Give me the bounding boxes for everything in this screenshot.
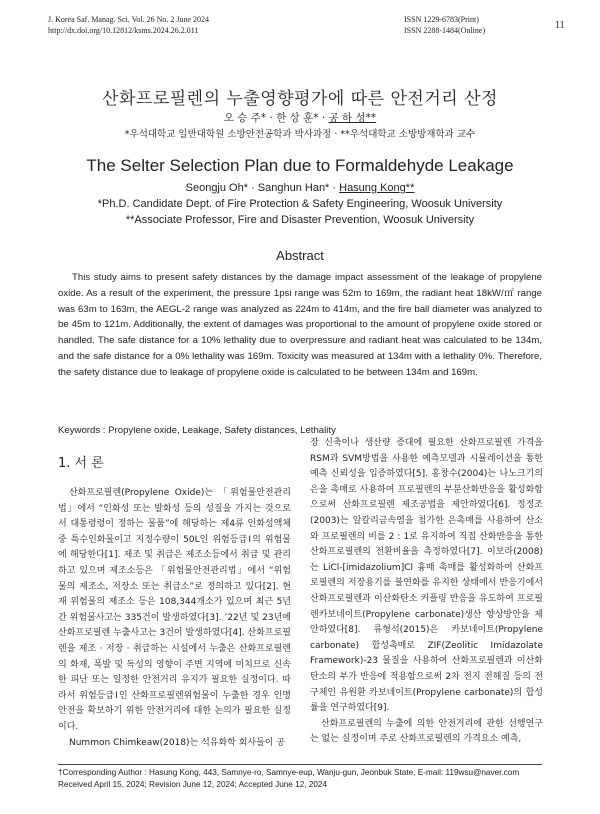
korean-authors [0, 110, 600, 125]
doi-link[interactable]: http://dx.doi.org/10.12812/ksms.2024.26.2.011 [48, 26, 199, 35]
korean-authors-leading: 오 승 주* · 한 상 훈* · [223, 112, 329, 124]
korean-corresponding-author: 공 하 성** [328, 112, 377, 124]
footnote [58, 767, 519, 791]
issn-online: ISSN 2288-1484(Online) [404, 26, 486, 35]
received-dates: Received April 15, 2024; Revision June 12, 2024; Accepted June 12, 2024 [58, 780, 328, 789]
paragraph: 산화프로필렌의 누출에 의한 안전거리에 관한 선행연구는 없는 실정이며 주로 산화프로필렌의 가격요소 예측, [310, 718, 543, 745]
paragraph: 장 신축이나 생산량 증대에 필요한 산화프로필렌 가격을 RSM과 SVM방법을 사용한 예측모델과 시뮬레이션을 통한 예측 신뢰성을 입증하였다[5]. 홍창수(2004)는 나노크기의 은을 촉매로 사용하여 프로필렌의 부분산화반응을 활성화함으로써 산화프로필렌 제조공법을 제안하였다[6]. 정정조(2003)는 알칼리금속염을 첨가한 은촉매를 사용하여 산소와 프로필렌의 비를 2 : 1로 유지하여 직접 산화반응을 통한 산화프로필렌의 전환비율을 측정하였다[7]. 이보라(2008)는 LiCl-[imidazolium]Cl 흉매 촉매를 활성화하여 산화프로필렌의 저장용기를 불연화를 유지한 상태에서 반응기에서 산화프로필렌과 이산화탄소 커플링 반응을 유도하여 프로필렌카보네이트(Propylene carbonate)생산 향상방안을 제안하였다[8]. 류형석(2015)은 카보네이트(Propylene carbonate) 합성촉매로 ZIF(Zeolitic Imidazolate Framework)-23 물질을 사용하여 산화프로필렌과 이산화탄소의 부가 반응에 적용함으로써 2차 전지 전해질 등의 전구체인 유원환 카보네이트(Propylene carbonate)의 합성률을 연구하였다[9]. [310, 438, 543, 714]
keywords-line [58, 425, 336, 436]
keywords-label: Keywords : [58, 425, 106, 436]
korean-title: 산화프로필렌의 누출영향평가에 따른 안전거리 산정 [102, 89, 498, 109]
korean-affiliation: *우석대학교 일반대학원 소방안전공학과 박사과정 · **우석대학교 소방방재학과 교수 [124, 129, 476, 140]
english-corresponding-author: Hasung Kong** [339, 182, 415, 194]
body-column-right [310, 436, 543, 748]
keywords-list: Propylene oxide, Leakage, Safety distances, Lethality [108, 425, 336, 436]
page-number: 11 [555, 20, 565, 31]
abstract-heading: Abstract [276, 248, 324, 263]
paragraph: Nummon Chimkeaw(2018)는 석유화학 회사들이 공 [69, 737, 286, 748]
corresponding-author-note: †Corresponding Author : Hasung Kong, 443, Samnye-ro, Samnye-eup, Wanju-gun, Jeonbuk State, E-mail: 119wsu@naver.com [58, 768, 520, 777]
abstract-text: This study aims to present safety distances by the damage impact assessment of the leakage of propylene oxide. As a result of the experiment, the pressure 1psi range was 52m to 169m, the radiant heat 18kW/㎡ range was 63m to 163m, the AEGL-2 range was analyzed as 224m to 414m, and the fire ball diameter was analyzed to be 45m to 121m. Additionally, the extent of damages was proportional to the amount of propylene oxide stored or handled. The safe distance for a 10% lethality due to overpressure and radiant heat was calculated to be 134m, and the safe distance for a 0% lethality was 169m. Toxicity was measured at 134m with a lethality 0%. Therefore, the safety distance due to leakage of propylene oxide is calculated to be between 134m and 169m. [58, 272, 542, 378]
section-title-introduction: 1. 서 론 [58, 456, 104, 471]
journal-citation: J. Korea Saf. Manag. Sci. Vol. 26 No. 2 June 2024 [48, 15, 210, 24]
english-affiliation-2: **Associate Professor, Fire and Disaster Prevention, Woosuk University [125, 214, 475, 226]
issn-block [404, 14, 485, 36]
english-title: The Selter Selection Plan due to Formaldehyde Leakage [86, 156, 514, 175]
english-authors-leading: Seongju Oh* · Sanghun Han* · [185, 182, 340, 194]
english-affiliation-1: *Ph.D. Candidate Dept. of Fire Protection & Safety Engineering, Woosuk University [97, 198, 503, 210]
footnote-divider [58, 764, 542, 765]
english-authors [0, 182, 600, 194]
paragraph: 산화프로필렌(Propylene Oxide)는 「위험물안전관리법」에서 “인화성 또는 발화성 등의 성질을 가지는 것으로서 대통령령이 정하는 물품”에 해당하는 제4류 인화성액체 중 특수인화물이고 지정수량이 50L인 위험등급Ⅰ의 위험물에 해당한다[1]. 제조 및 취급은 제조소등에서 취급 및 관리하고 있으며 제조소등은 「위험물안전관리법」에서 “위험물의 제조소, 저장소 또는 취급소”로 정의하고 있다[2]. 현재 위험물의 제조소 등은 108,344개소가 있으며 최근 5년간 위험물사고는 335건이 발생하였다[3]. ’22년 및 23년에 산화프로필렌 누출사고는 3건이 발생하였다[4]. 산화프로필렌을 제조 · 저장 · 취급하는 시설에서 누출은 산화프로필렌의 화재, 폭발 및 독성의 영향이 주변 지역에 미치므로 신속한 피난 또는 일정한 안전거리 유지가 필요한 실정이다. 따라서 위험등급Ⅰ인 산화프로필렌위험물이 누출한 경우 인명안전을 확보하기 위한 안전거리에 대한 논의가 필요한 실정이다. [58, 488, 291, 732]
body-column-left [58, 486, 291, 751]
journal-header [48, 14, 209, 36]
issn-print: ISSN 1229-6783(Print) [404, 15, 479, 24]
